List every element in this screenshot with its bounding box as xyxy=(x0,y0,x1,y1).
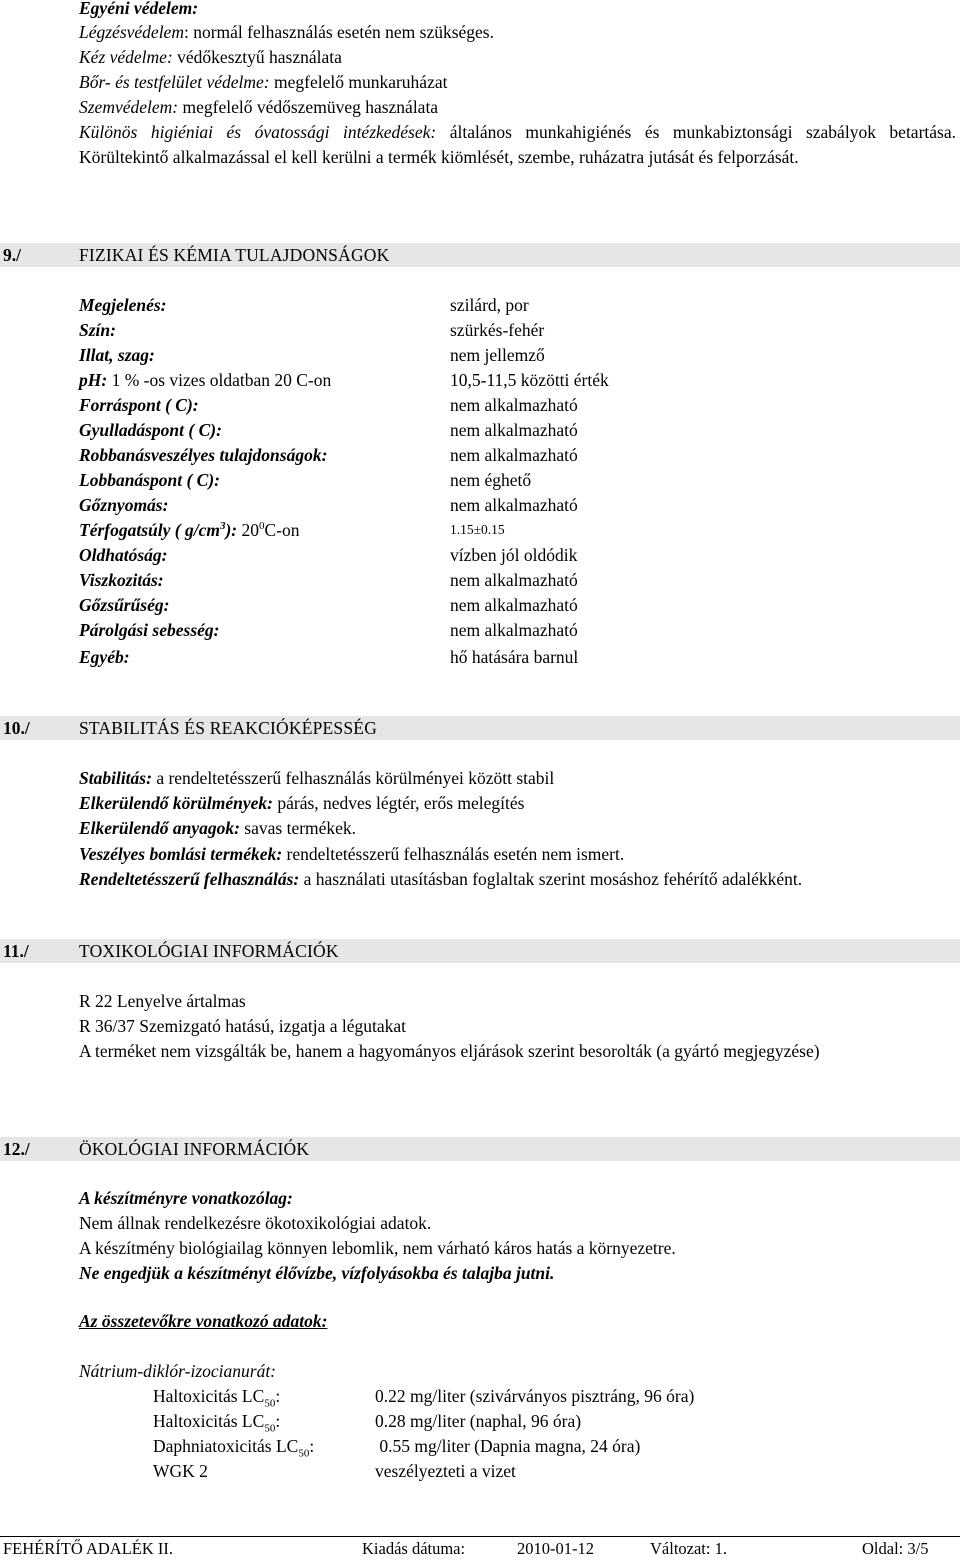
ecology-line: A készítmény biológiailag könnyen lebomlik, nem várható káros hatás a környezetre. xyxy=(79,1238,676,1258)
tox-label: Haltoxicitás $LC_{50}$: xyxy=(153,1411,281,1435)
section-11-header xyxy=(0,939,960,963)
property-label: Gőznyomás: xyxy=(79,495,169,515)
property-value: hő hatására barnul xyxy=(450,647,579,667)
tox-value: 0.22 mg/liter (szivárványos pisztráng, 96 óra) xyxy=(375,1386,695,1406)
hygiene-measures-paragraph: Különös higiéniai és óvatossági intézkedések: általános munkahigiénés és munkabiztonsági szabályok betartása. Körültekintő alkalmazással el kell kerülni a termék kiömlését, szembe, ruházatra jutását és felporzását. xyxy=(79,122,956,167)
property-value: szürkés-fehér xyxy=(450,320,545,340)
ecology-line: Nem állnak rendelkezésre ökotoxikológiai adatok. xyxy=(79,1213,432,1233)
stability-row: Stabilitás: a rendeltetésszerű felhasználás körülményei között stabil xyxy=(79,768,555,788)
property-label: Lobbanáspont ( C): xyxy=(79,470,220,490)
property-label-ph: pH: 1 % -os vizes oldatban 20 C-on xyxy=(79,370,332,390)
respiratory-protection-line: Légzésvédelem: normál felhasználás esetén nem szükséges. xyxy=(79,22,494,42)
property-value: nem alkalmazható xyxy=(450,445,578,465)
property-label-density: Térfogatsúly ( $g/cm^3$): $20^0C-on$ xyxy=(79,520,300,540)
preparation-heading: A készítményre vonatkozólag: xyxy=(79,1188,293,1208)
property-value: nem alkalmazható xyxy=(450,395,578,415)
property-value: szilárd, por xyxy=(450,295,529,315)
tox-label: WGK 2 xyxy=(153,1461,208,1481)
property-value: vízben jól oldódik xyxy=(450,545,578,565)
section-12-header xyxy=(0,1137,960,1161)
footer-issue-label: Kiadás dátuma: xyxy=(362,1539,466,1558)
components-heading: Az összetevőkre vonatkozó adatok: xyxy=(79,1311,328,1331)
property-label: Párolgási sebesség: xyxy=(79,620,220,640)
property-label: Gyulladáspont ( C): xyxy=(79,420,222,440)
property-label: Gőzsűrűség: xyxy=(79,595,170,615)
property-value: nem alkalmazható xyxy=(450,570,578,590)
r-phrase: R 22 Lenyelve ártalmas xyxy=(79,991,246,1011)
property-value: nem jellemző xyxy=(450,345,545,365)
section-9-title: FIZIKAI ÉS KÉMIA TULAJDONSÁGOK xyxy=(79,245,390,265)
footer-product: FEHÉRÍTŐ ADALÉK II. xyxy=(3,1539,174,1558)
property-value: 1.15±0.15 xyxy=(450,522,505,537)
footer-issue-date: 2010-01-12 xyxy=(517,1539,594,1558)
toxicology-note: A terméket nem vizsgálták be, hanem a hagyományos eljárások szerint besorolták (a gyártó megjegyzése) xyxy=(79,1041,820,1061)
stability-row: Elkerülendő anyagok: savas termékek. xyxy=(79,818,357,838)
r-phrase: R 36/37 Szemizgató hatású, izgatja a légutakat xyxy=(79,1016,407,1036)
property-value: nem alkalmazható xyxy=(450,495,578,515)
stability-row: Veszélyes bomlási termékek: rendeltetésszerű felhasználás esetén nem ismert. xyxy=(79,844,625,864)
property-label: Forráspont ( C): xyxy=(79,395,199,415)
section-11-title: TOXIKOLÓGIAI INFORMÁCIÓK xyxy=(79,941,339,961)
property-value: 10,5-11,5 közötti érték xyxy=(450,370,609,390)
footer-version: Változat: 1. xyxy=(650,1539,727,1558)
section-9-header xyxy=(0,243,960,267)
section-10-number: 10./ xyxy=(3,718,30,738)
property-label: Szín: xyxy=(79,320,116,340)
property-value: nem alkalmazható xyxy=(450,595,578,615)
footer-page: Oldal: 3/5 xyxy=(862,1539,929,1558)
property-label: Egyéb: xyxy=(79,647,130,667)
property-value: nem alkalmazható xyxy=(450,420,578,440)
section-12-number: 12./ xyxy=(3,1139,30,1159)
hand-protection-line: Kéz védelme: védőkesztyű használata xyxy=(79,47,342,67)
tox-value: 0.55 mg/liter (Dapnia magna, 24 óra) xyxy=(375,1436,641,1456)
ecology-warning: Ne engedjük a készítményt élővízbe, vízfolyásokba és talajba jutni. xyxy=(79,1263,555,1283)
property-value: nem alkalmazható xyxy=(450,620,578,640)
section-9-number: 9./ xyxy=(3,245,21,265)
property-label: Illat, szag: xyxy=(79,345,155,365)
section-12-title: ÖKOLÓGIAI INFORMÁCIÓK xyxy=(79,1139,310,1159)
property-label: Viszkozitás: xyxy=(79,570,164,590)
section-10-header xyxy=(0,716,960,740)
section-11-number: 11./ xyxy=(3,941,29,961)
property-value: nem éghető xyxy=(450,470,532,490)
tox-value: 0.28 mg/liter (naphal, 96 óra) xyxy=(375,1411,582,1431)
property-label: Megjelenés: xyxy=(79,295,167,315)
tox-label: Haltoxicitás $LC_{50}$: xyxy=(153,1386,281,1410)
property-label: Oldhatóság: xyxy=(79,545,168,565)
tox-value: veszélyezteti a vizet xyxy=(375,1461,516,1481)
stability-row: Rendeltetésszerű felhasználás: a használati utasításban foglaltak szerint mosáshoz fehérítő adalékként. xyxy=(79,869,803,889)
stability-row: Elkerülendő körülmények: párás, nedves légtér, erős melegítés xyxy=(79,793,525,813)
section-10-title: STABILITÁS ÉS REAKCIÓKÉPESSÉG xyxy=(79,718,378,738)
property-label: Robbanásveszélyes tulajdonságok: xyxy=(79,445,328,465)
eye-protection-line: Szemvédelem: megfelelő védőszemüveg használata xyxy=(79,97,439,117)
footer-divider xyxy=(0,1536,960,1537)
skin-protection-line: Bőr- és testfelület védelme: megfelelő munkaruházat xyxy=(79,72,448,92)
tox-label: Daphniatoxicitás $LC_{50}$: xyxy=(153,1436,315,1460)
personal-protection-heading: Egyéni védelem: xyxy=(79,0,199,18)
component-name: Nátrium-diklór-izocianurát: xyxy=(79,1361,277,1381)
